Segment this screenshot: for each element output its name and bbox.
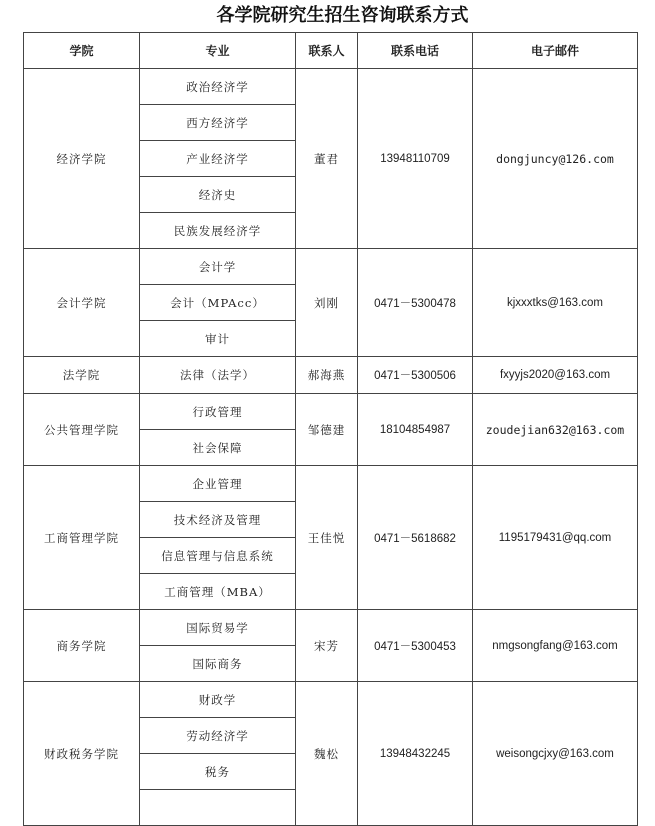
major-cell: 税务 <box>140 754 296 790</box>
college-cell: 工商管理学院 <box>24 466 140 610</box>
major-cell: 经济史 <box>140 177 296 213</box>
major-cell: 法律（法学） <box>140 357 296 394</box>
table-row <box>24 394 638 430</box>
contact-cell: 邹德建 <box>296 394 358 466</box>
page-title: 各学院研究生招生咨询联系方式 <box>216 5 469 26</box>
major-cell: 国际贸易学 <box>140 610 296 646</box>
email-cell[interactable]: nmgsongfang@163.com <box>473 610 638 682</box>
header-phone: 联系电话 <box>358 33 473 69</box>
header-row <box>24 33 638 69</box>
major-cell: 技术经济及管理 <box>140 502 296 538</box>
phone-cell: 13948110709 <box>358 69 473 249</box>
major-cell: 社会保障 <box>140 430 296 466</box>
major-cell: 审计 <box>140 321 296 357</box>
phone-cell: 0471－5300453 <box>358 610 473 682</box>
major-cell: 西方经济学 <box>140 105 296 141</box>
email-cell[interactable]: weisongcjxy@163.com <box>473 682 638 826</box>
table-row <box>24 69 638 105</box>
header-contact: 联系人 <box>296 33 358 69</box>
major-cell: 产业经济学 <box>140 141 296 177</box>
phone-cell: 0471－5300506 <box>358 357 473 394</box>
college-cell: 公共管理学院 <box>24 394 140 466</box>
email-cell[interactable]: fxyyjs2020@163.com <box>473 357 638 394</box>
college-cell: 法学院 <box>24 357 140 394</box>
major-cell: 信息管理与信息系统 <box>140 538 296 574</box>
major-cell: 国际商务 <box>140 646 296 682</box>
major-cell: 民族发展经济学 <box>140 213 296 249</box>
college-cell: 商务学院 <box>24 610 140 682</box>
contact-cell: 宋芳 <box>296 610 358 682</box>
major-cell: 政治经济学 <box>140 69 296 105</box>
header-major: 专业 <box>140 33 296 69</box>
phone-cell: 13948432245 <box>358 682 473 826</box>
email-cell[interactable]: dongjuncy@126.com <box>473 69 638 249</box>
table-row <box>24 466 638 502</box>
email-cell[interactable]: kjxxxtks@163.com <box>473 249 638 357</box>
phone-cell: 0471－5618682 <box>358 466 473 610</box>
college-cell: 经济学院 <box>24 69 140 249</box>
table-row <box>24 249 638 285</box>
email-cell[interactable]: zoudejian632@163.com <box>473 394 638 466</box>
contact-cell: 董君 <box>296 69 358 249</box>
phone-cell: 18104854987 <box>358 394 473 466</box>
contacts-table <box>23 32 638 826</box>
major-cell: 财政学 <box>140 682 296 718</box>
major-cell: 行政管理 <box>140 394 296 430</box>
college-cell: 会计学院 <box>24 249 140 357</box>
contact-cell: 魏松 <box>296 682 358 826</box>
table-row <box>24 610 638 646</box>
header-college: 学院 <box>24 33 140 69</box>
contact-cell: 王佳悦 <box>296 466 358 610</box>
major-cell: 企业管理 <box>140 466 296 502</box>
major-cell: 会计（MPAcc） <box>140 285 296 321</box>
major-cell: 劳动经济学 <box>140 718 296 754</box>
college-cell: 财政税务学院 <box>24 682 140 826</box>
header-email: 电子邮件 <box>473 33 638 69</box>
table-row <box>24 682 638 718</box>
major-cell: 会计学 <box>140 249 296 285</box>
table-row <box>24 357 638 394</box>
major-cell <box>140 790 296 826</box>
email-cell[interactable]: 1195179431@qq.com <box>473 466 638 610</box>
contact-cell: 郝海燕 <box>296 357 358 394</box>
major-cell: 工商管理（MBA） <box>140 574 296 610</box>
contact-cell: 刘刚 <box>296 249 358 357</box>
phone-cell: 0471－5300478 <box>358 249 473 357</box>
